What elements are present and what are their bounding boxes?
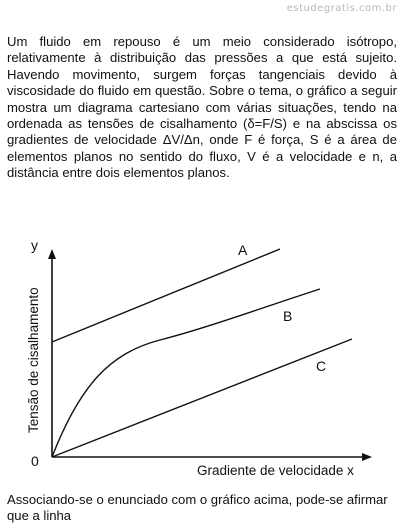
answer-prompt: Associando-se o enunciado com o gráfico acima, pode-se afirmar que a linha (7, 492, 388, 523)
curve-b-line (52, 289, 320, 457)
site-watermark: estudegratis.com.br (286, 3, 397, 14)
origin-label: 0 (31, 453, 39, 469)
curve-b-label: B (283, 308, 293, 324)
curve-c-label: C (316, 358, 327, 374)
question-text: Um fluido em repouso é um meio considerado isótropo, relativamente à distribuição das pressões a que está sujeito. Havendo movimento, surgem forças tangenciais devido à viscosidade do fluido em questão. Sobre o tema, o gráfico a seguir mostra um diagrama cartesiano com várias situações, tendo na ordenada as tensões de cisalhamento (δ=F/S) e na abscissa os gradientes de velocidade ΔV/Δn, onde F é força, S é a área de elementos planos no sentido do fluxo, V é a velocidade e n, a distância entre dois elementos planos. (7, 34, 397, 181)
curve-c-line (52, 339, 352, 457)
curve-a-label: A (238, 242, 248, 258)
y-axis-letter: y (31, 237, 38, 253)
curve-a-line (52, 249, 280, 342)
x-axis-label: Gradiente de velocidade x (197, 463, 354, 478)
y-axis-label: Tensão de cisalhamento (26, 287, 41, 433)
shear-stress-diagram (0, 235, 403, 485)
